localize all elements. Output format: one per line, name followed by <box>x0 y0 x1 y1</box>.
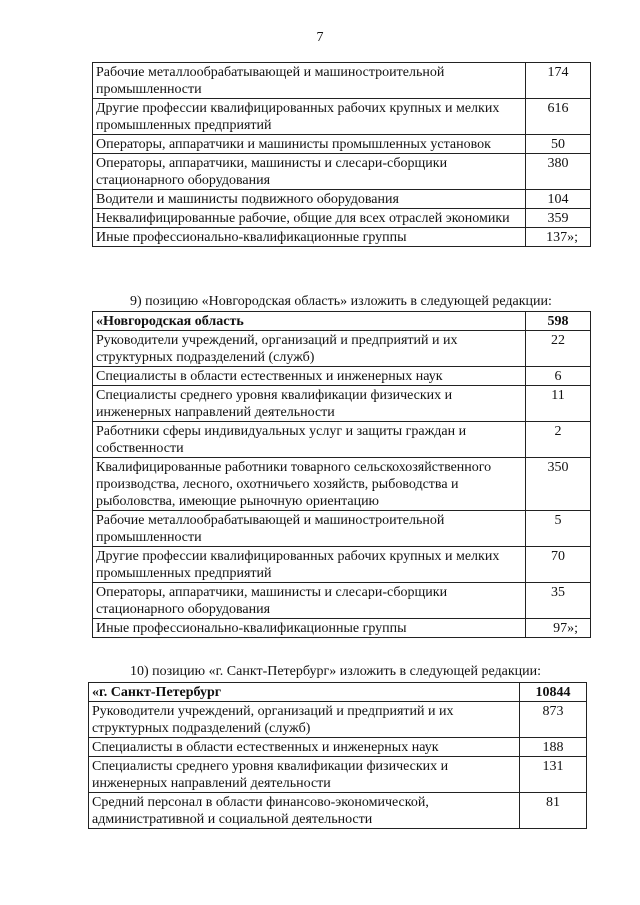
occupation-value: 5 <box>526 511 591 547</box>
occupation-label: Руководители учреждений, организаций и предприятий и их структурных подразделений (служб) <box>89 702 520 738</box>
table-row <box>93 135 591 154</box>
occupation-label: Средний персонал в области финансово-экономической, административной и социальной деятельности <box>89 793 520 829</box>
table-row <box>93 386 591 422</box>
table-row <box>93 422 591 458</box>
occupation-value: 131 <box>520 757 587 793</box>
table-row <box>89 738 587 757</box>
table-row <box>93 458 591 511</box>
occupation-value: 137»; <box>526 228 591 247</box>
occupation-value: 22 <box>526 331 591 367</box>
occupation-label: Другие профессии квалифицированных рабочих крупных и мелких промышленных предприятий <box>93 99 526 135</box>
region-total: 10844 <box>520 683 587 702</box>
table-row <box>93 154 591 190</box>
table-row <box>93 367 591 386</box>
table-row <box>93 228 591 247</box>
table-row <box>89 757 587 793</box>
occupation-value: 6 <box>526 367 591 386</box>
occupation-label: Иные профессионально-квалификационные группы <box>93 619 526 638</box>
table-novgorod <box>92 311 591 638</box>
occupation-label: Водители и машинисты подвижного оборудования <box>93 190 526 209</box>
occupation-value: 380 <box>526 154 591 190</box>
occupation-label: Квалифицированные работники товарного сельскохозяйственного производства, лесного, охотничьего хозяйств, рыбоводства и рыболовства, имеющие рыночную ориентацию <box>93 458 526 511</box>
occupation-value: 873 <box>520 702 587 738</box>
table-row <box>93 63 591 99</box>
occupation-value: 97»; <box>526 619 591 638</box>
occupation-label: Операторы, аппаратчики и машинисты промышленных установок <box>93 135 526 154</box>
occupation-label: Специалисты в области естественных и инженерных наук <box>89 738 520 757</box>
table-header-row <box>93 312 591 331</box>
table-row <box>93 547 591 583</box>
section-9-heading: 9) позицию «Новгородская область» изложить в следующей редакции: <box>130 294 552 309</box>
table-continued <box>92 62 591 247</box>
occupation-value: 70 <box>526 547 591 583</box>
table-row <box>89 702 587 738</box>
occupation-value: 350 <box>526 458 591 511</box>
occupation-label: Руководители учреждений, организаций и предприятий и их структурных подразделений (служб) <box>93 331 526 367</box>
occupation-value: 174 <box>526 63 591 99</box>
region-name: «Новгородская область <box>93 312 526 331</box>
table-row <box>93 331 591 367</box>
occupation-label: Работники сферы индивидуальных услуг и защиты граждан и собственности <box>93 422 526 458</box>
table-header-row <box>89 683 587 702</box>
page-number: 7 <box>316 30 324 45</box>
occupation-value: 50 <box>526 135 591 154</box>
occupation-value: 2 <box>526 422 591 458</box>
table-row <box>93 619 591 638</box>
occupation-value: 616 <box>526 99 591 135</box>
occupation-label: Операторы, аппаратчики, машинисты и слесари-сборщики стационарного оборудования <box>93 154 526 190</box>
table-row <box>93 99 591 135</box>
occupation-label: Неквалифицированные рабочие, общие для всех отраслей экономики <box>93 209 526 228</box>
occupation-value: 188 <box>520 738 587 757</box>
occupation-value: 359 <box>526 209 591 228</box>
table-row <box>89 793 587 829</box>
occupation-label: Рабочие металлообрабатывающей и машиностроительной промышленности <box>93 511 526 547</box>
occupation-value: 35 <box>526 583 591 619</box>
section-10-heading: 10) позицию «г. Санкт-Петербург» изложить в следующей редакции: <box>130 664 541 679</box>
region-total: 598 <box>526 312 591 331</box>
occupation-label: Рабочие металлообрабатывающей и машиностроительной промышленности <box>93 63 526 99</box>
occupation-label: Специалисты среднего уровня квалификации физических и инженерных направлений деятельности <box>93 386 526 422</box>
table-row <box>93 511 591 547</box>
occupation-label: Иные профессионально-квалификационные группы <box>93 228 526 247</box>
table-row <box>93 583 591 619</box>
occupation-value: 11 <box>526 386 591 422</box>
occupation-value: 104 <box>526 190 591 209</box>
table-row <box>93 190 591 209</box>
occupation-value: 81 <box>520 793 587 829</box>
region-name: «г. Санкт-Петербург <box>89 683 520 702</box>
occupation-label: Специалисты среднего уровня квалификации физических и инженерных направлений деятельности <box>89 757 520 793</box>
table-saint-petersburg <box>88 682 587 829</box>
occupation-label: Другие профессии квалифицированных рабочих крупных и мелких промышленных предприятий <box>93 547 526 583</box>
occupation-label: Операторы, аппаратчики, машинисты и слесари-сборщики стационарного оборудования <box>93 583 526 619</box>
table-row <box>93 209 591 228</box>
occupation-label: Специалисты в области естественных и инженерных наук <box>93 367 526 386</box>
